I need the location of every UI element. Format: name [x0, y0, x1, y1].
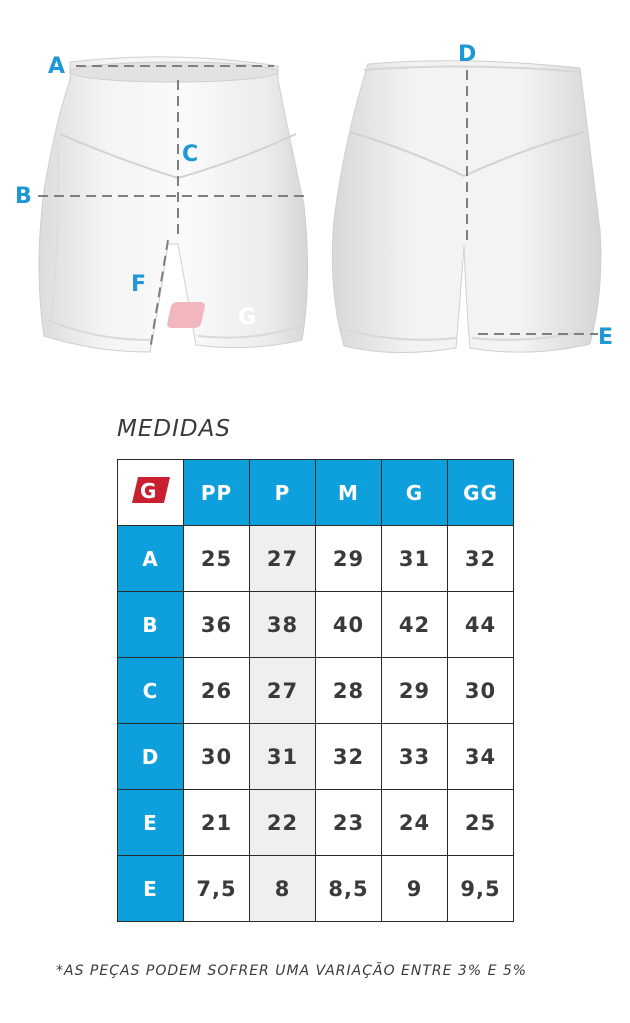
row-label: E	[118, 856, 184, 922]
table-cell: 29	[382, 658, 448, 724]
row-label: E	[118, 790, 184, 856]
table-cell: 32	[316, 724, 382, 790]
table-cell: 8	[250, 856, 316, 922]
label-a: A	[48, 54, 66, 79]
row-label: B	[118, 592, 184, 658]
table-cell: 31	[382, 526, 448, 592]
table-cell: 7,5	[184, 856, 250, 922]
svg-text:G: G	[238, 305, 257, 330]
header-size-gg: GG	[448, 460, 514, 526]
back-shorts	[332, 61, 601, 353]
table-cell: 26	[184, 658, 250, 724]
table-row	[118, 592, 514, 658]
header-size-m: M	[316, 460, 382, 526]
row-label: D	[118, 724, 184, 790]
label-b: B	[15, 184, 32, 209]
table-cell: 36	[184, 592, 250, 658]
table-cell: 33	[382, 724, 448, 790]
table-cell: 25	[448, 790, 514, 856]
brand-logo-cell	[118, 460, 184, 526]
table-cell: 25	[184, 526, 250, 592]
header-size-pp: PP	[184, 460, 250, 526]
table-cell: 29	[316, 526, 382, 592]
table-row	[118, 856, 514, 922]
table-cell: 38	[250, 592, 316, 658]
row-label: A	[118, 526, 184, 592]
table-cell: 27	[250, 526, 316, 592]
table-cell: 44	[448, 592, 514, 658]
table-cell: 42	[382, 592, 448, 658]
size-table	[117, 459, 514, 922]
brand-g-logo-icon	[130, 475, 172, 505]
header-size-p: P	[250, 460, 316, 526]
table-header-row	[118, 460, 514, 526]
table-cell: 31	[250, 724, 316, 790]
table-cell: 9	[382, 856, 448, 922]
table-row	[118, 658, 514, 724]
table-cell: 40	[316, 592, 382, 658]
table-cell: 30	[184, 724, 250, 790]
table-cell: 21	[184, 790, 250, 856]
header-size-g: G	[382, 460, 448, 526]
table-cell: 32	[448, 526, 514, 592]
svg-text:G: G	[139, 479, 157, 503]
table-cell: 34	[448, 724, 514, 790]
row-label: C	[118, 658, 184, 724]
table-cell: 22	[250, 790, 316, 856]
label-e: E	[598, 325, 614, 350]
table-cell: 27	[250, 658, 316, 724]
table-row	[118, 526, 514, 592]
size-chart-title: MEDIDAS	[117, 416, 231, 442]
table-cell: 9,5	[448, 856, 514, 922]
table-row	[118, 790, 514, 856]
table-cell: 30	[448, 658, 514, 724]
label-d: D	[458, 42, 477, 67]
front-shorts	[38, 57, 310, 352]
label-f: F	[131, 272, 147, 297]
table-row	[118, 724, 514, 790]
table-cell: 8,5	[316, 856, 382, 922]
label-c: C	[182, 142, 199, 167]
table-cell: 23	[316, 790, 382, 856]
variation-note: *AS PEÇAS PODEM SOFRER UMA VARIAÇÃO ENTRE 3% E 5%	[56, 963, 528, 979]
table-cell: 24	[382, 790, 448, 856]
shorts-illustration	[0, 0, 630, 390]
table-cell: 28	[316, 658, 382, 724]
